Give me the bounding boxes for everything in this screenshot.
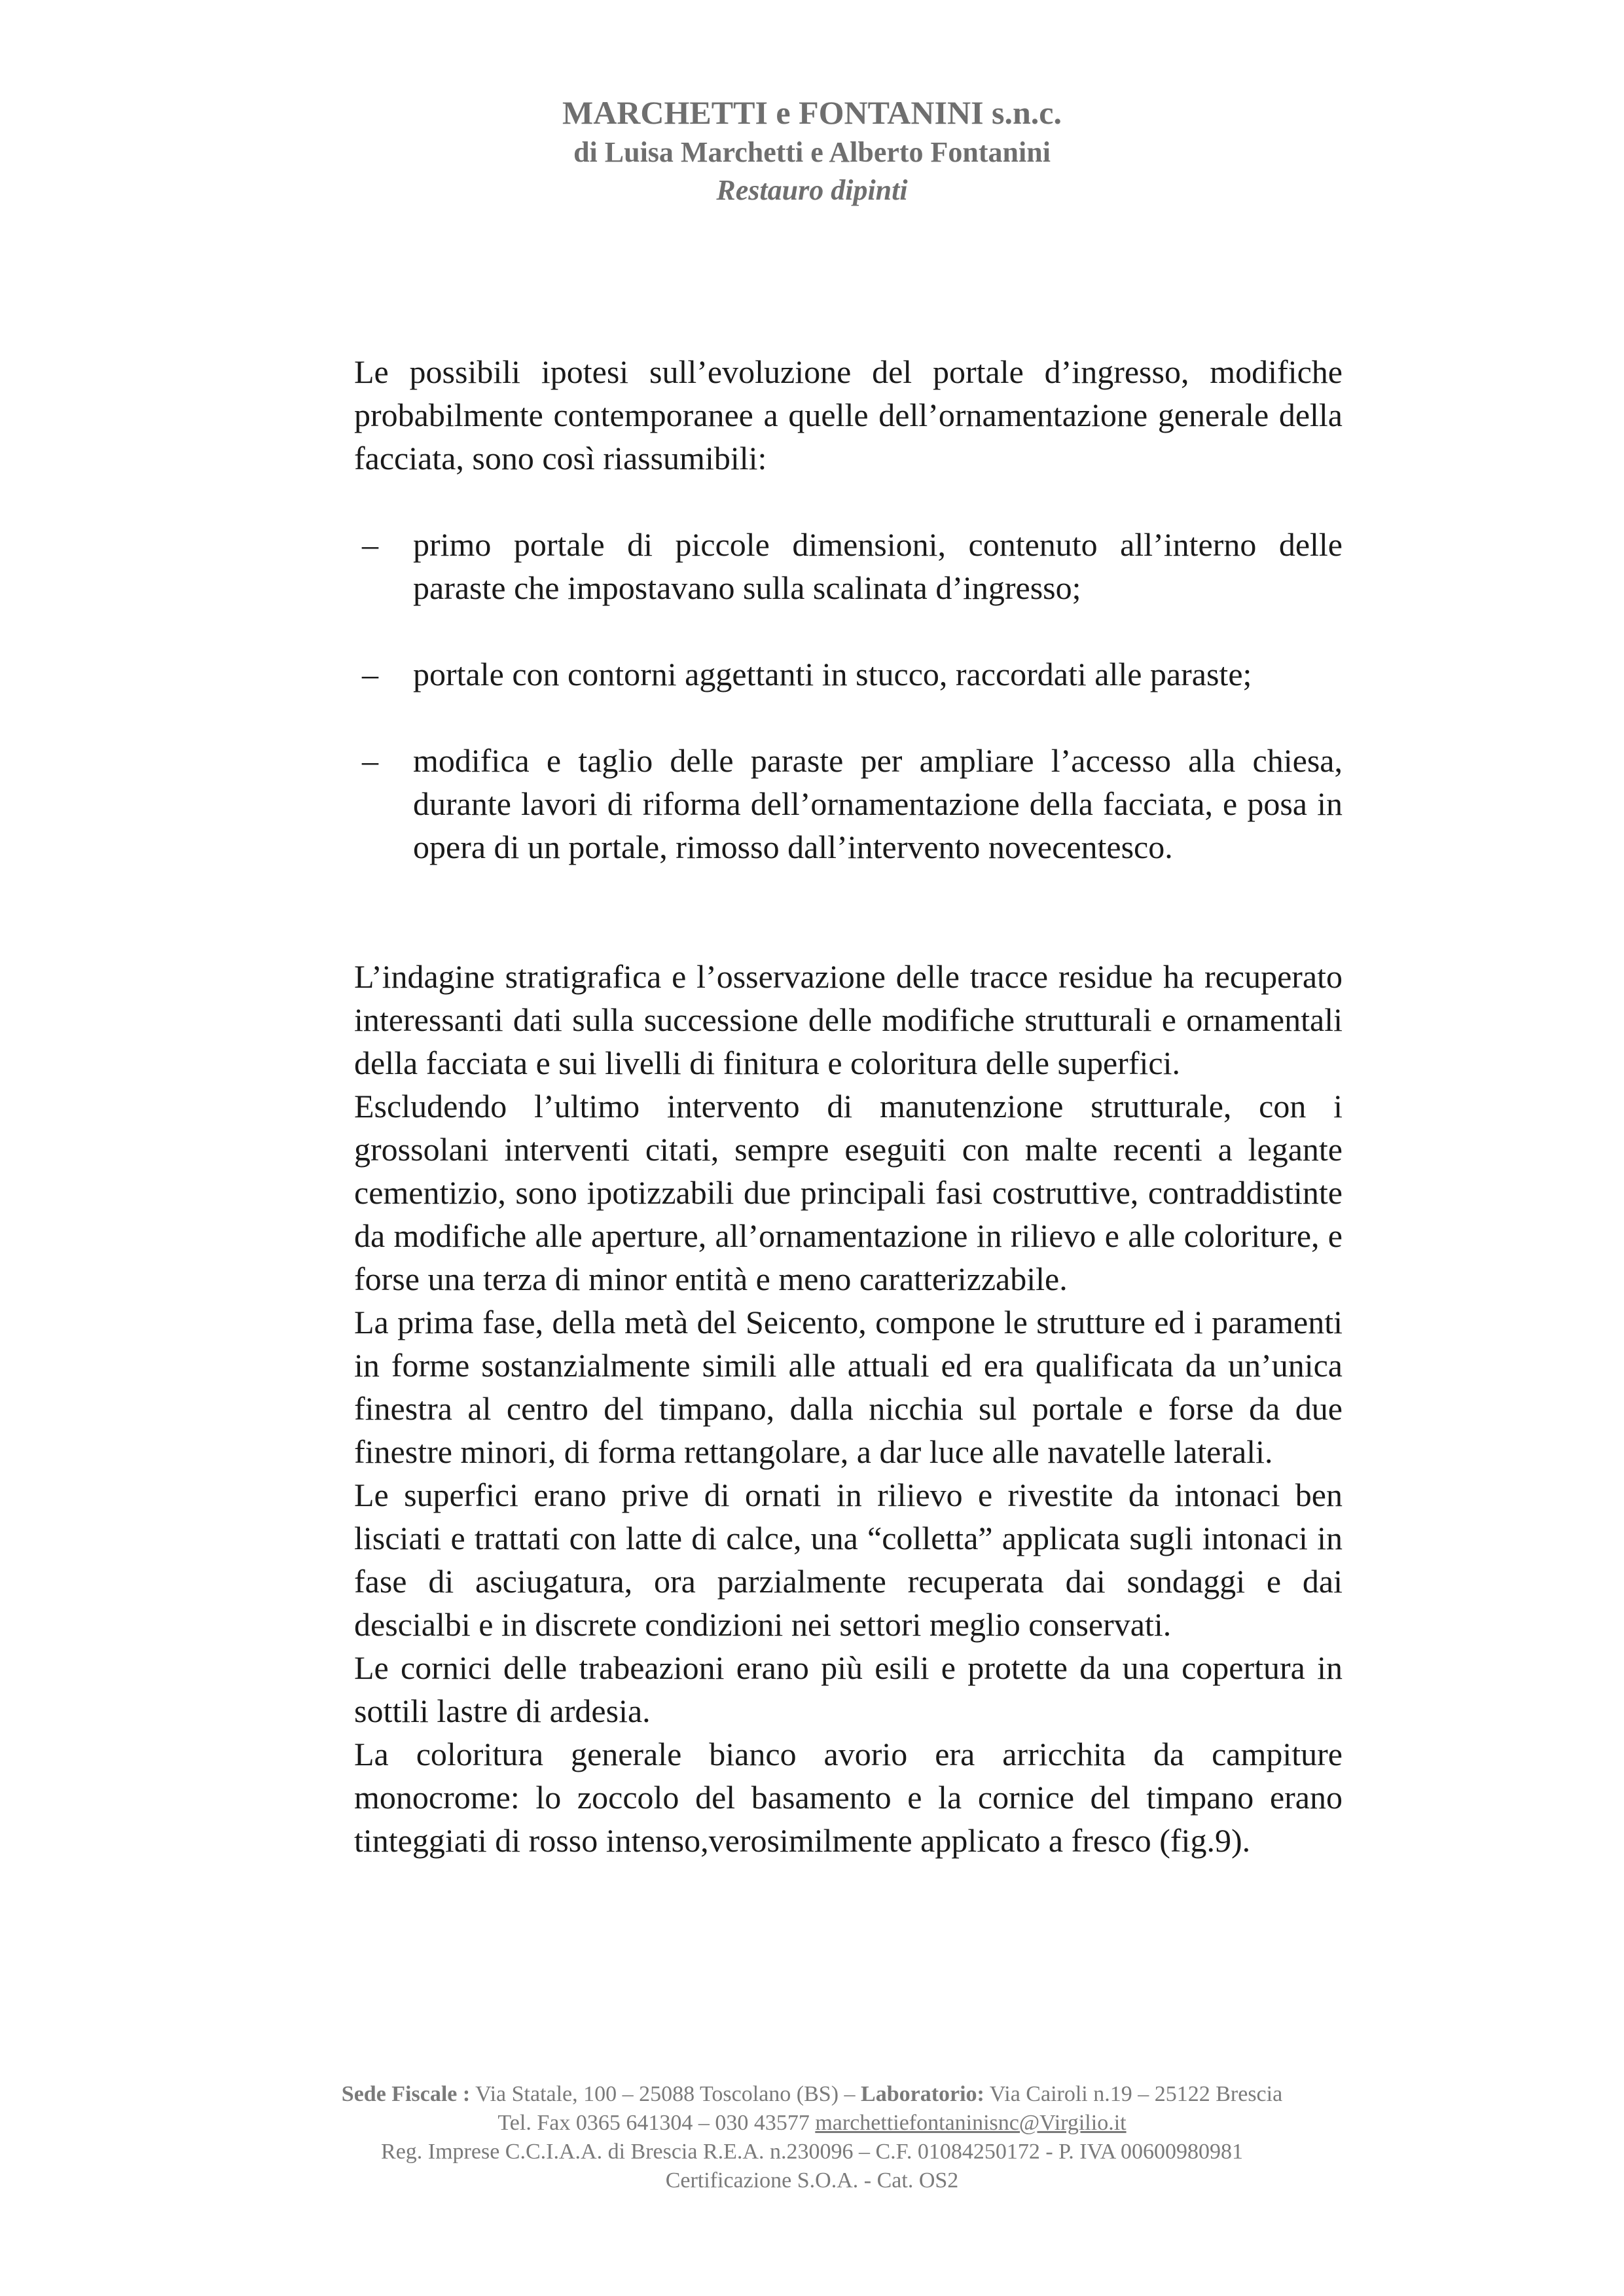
company-owners: di Luisa Marchetti e Alberto Fontanini [573, 136, 1051, 168]
sede-address: Via Statale, 100 – 25088 Toscolano (BS) – [470, 2082, 861, 2106]
page-footer [0, 2080, 1624, 2195]
analysis-section [354, 955, 1343, 1862]
bullet-dash: – [362, 742, 378, 779]
list-item [354, 739, 1343, 869]
list-item [354, 653, 1343, 696]
lab-label: Laboratorio: [861, 2082, 984, 2106]
bullet-dash: – [362, 526, 378, 563]
company-activity: Restauro dipinti [716, 174, 908, 206]
company-name: MARCHETTI e FONTANINI s.n.c. [562, 94, 1062, 131]
list-item [354, 523, 1343, 609]
paragraph: Le superfici erano prive di ornati in rilievo e rivestite da intonaci ben lisciati e trattati con latte di calce, una “colletta” applicata sugli intonaci in fase di asciugatura, ora parzialmente recuperata dai sondaggi e dai descialbi e in discrete condizioni nei settori meglio conservati. [354, 1477, 1343, 1643]
list-item-text: primo portale di piccole dimensioni, contenuto all’interno delle paraste che impostavano sulla scalinata d’ingresso; [413, 526, 1343, 606]
list-item-text: modifica e taglio delle paraste per ampliare l’accesso alla chiesa, durante lavori di riforma dell’ornamentazione della facciata, e posa in opera di un portale, rimosso dall’intervento novecentesco. [413, 742, 1343, 865]
footer-address-line [0, 2080, 1624, 2109]
bullet-dash: – [362, 656, 378, 692]
section-spacer [354, 869, 1343, 955]
letterhead [0, 92, 1624, 209]
hypotheses-list [354, 523, 1343, 869]
email-link[interactable]: marchettiefontaninisnc@Virgilio.it [815, 2111, 1127, 2135]
phone-fax: Tel. Fax 0365 641304 – 030 43577 [497, 2111, 816, 2135]
sede-label: Sede Fiscale : [341, 2082, 471, 2106]
lab-address: Via Cairoli n.19 – 25122 Brescia [984, 2082, 1283, 2106]
intro-paragraph: Le possibili ipotesi sull’evoluzione del portale d’ingresso, modifiche probabilmente contemporanee a quelle dell’ornamentazione generale della facciata, sono così riassumibili: [354, 353, 1343, 476]
list-item-text: portale con contorni aggettanti in stucco, raccordati alle paraste; [413, 656, 1252, 692]
paragraph: La coloritura generale bianco avorio era arricchita da campiture monocrome: lo zoccolo del basamento e la cornice del timpano erano tinteggiati di rosso intenso,verosimilmente applicato a fresco (fig.9). [354, 1736, 1343, 1859]
footer-certification-line: Certificazione S.O.A. - Cat. OS2 [665, 2168, 959, 2193]
paragraph: L’indagine stratigrafica e l’osservazione delle tracce residue ha recuperato interessanti dati sulla successione delle modifiche strutturali e ornamentali della facciata e sui livelli di finitura e coloritura delle superfici. [354, 958, 1343, 1081]
footer-registry-line: Reg. Imprese C.C.I.A.A. di Brescia R.E.A. n.230096 – C.F. 01084250172 - P. IVA 00600980981 [381, 2140, 1243, 2164]
paragraph: Escludendo l’ultimo intervento di manutenzione strutturale, con i grossolani interventi citati, sempre eseguiti con malte recenti a legante cementizio, sono ipotizzabili due principali fasi costruttive, contraddistinte da modifiche alle aperture, all’ornamentazione in rilievo e alle coloriture, e forse una terza di minor entità e meno caratterizzabile. [354, 1088, 1343, 1297]
document-body [354, 350, 1343, 1862]
paragraph: La prima fase, della metà del Seicento, compone le strutture ed i paramenti in forme sostanzialmente simili alle attuali ed era qualificata da un’unica finestra al centro del timpano, dalla nicchia sul portale e forse da due finestre minori, di forma rettangolare, a dar luce alle navatelle laterali. [354, 1304, 1343, 1470]
footer-contacts-line [0, 2109, 1624, 2138]
paragraph: Le cornici delle trabeazioni erano più esili e protette da una copertura in sottili lastre di ardesia. [354, 1649, 1343, 1729]
